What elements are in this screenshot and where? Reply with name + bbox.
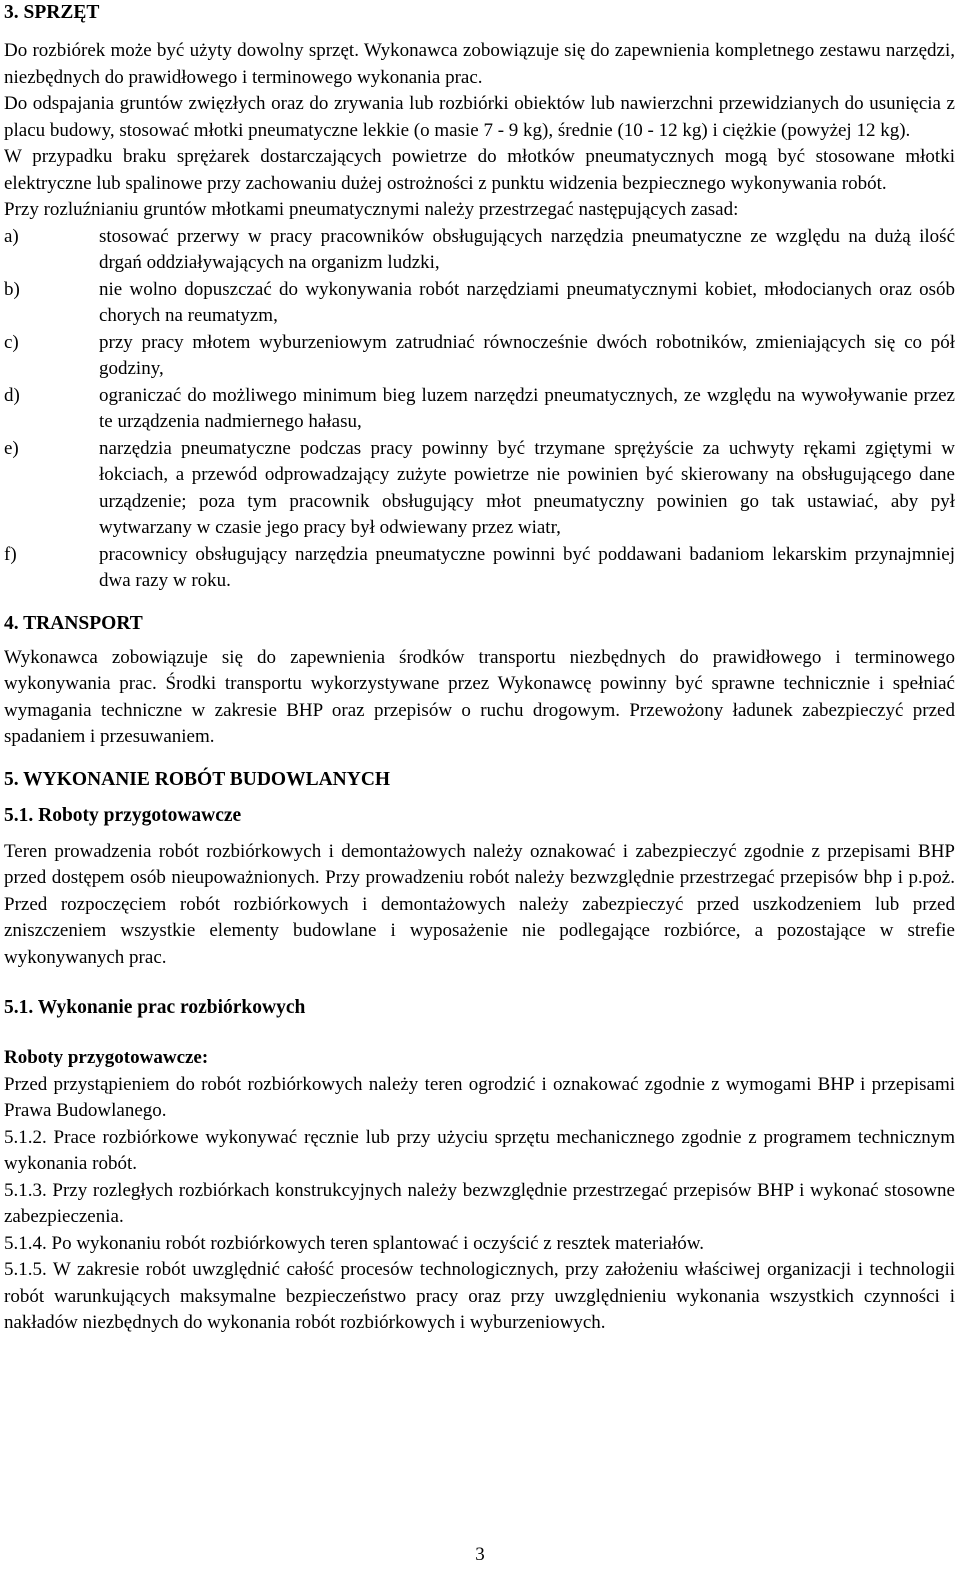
section-3-paragraph-1: Do rozbiórek może być użyty dowolny sprzęt. Wykonawca zobowiązuje się do zapewnienia kompletnego zestawu narzędzi, niezbędnych do prawidłowego i terminowego wykonania prac.	[4, 40, 955, 88]
list-item	[4, 436, 955, 542]
list-item-text: stosować przerwy w pracy pracowników obsługujących narzędzia pneumatyczne ze względu na dużą ilość drgań oddziaływających na organizm ludzki,	[99, 225, 955, 273]
paragraph-5-1-3: 5.1.3. Przy rozległych rozbiórkach konstrukcyjnych należy bezwzględnie przestrzegać przepisów BHP i wykonać stosowne zabezpieczenia.	[4, 1179, 955, 1227]
list-item-text: przy pracy młotem wyburzeniowym zatrudniać równocześnie dwóch robotników, zmieniających się co pół godziny,	[99, 331, 955, 379]
page-number: 3	[475, 1544, 485, 1565]
paragraph-5-1-2: 5.1.2. Prace rozbiórkowe wykonywać ręcznie lub przy użyciu sprzętu mechanicznego zgodnie z programem technicznym wykonania robót.	[4, 1126, 955, 1174]
list-marker: d)	[4, 384, 20, 406]
list-item-text: pracownicy obsługujący narzędzia pneumatyczne powinni być poddawani badaniom lekarskim przynajmniej dwa razy w roku.	[99, 543, 955, 591]
paragraph-5-1-4: 5.1.4. Po wykonaniu robót rozbiórkowych teren splantować i oczyścić z resztek materiałów.	[4, 1232, 704, 1254]
list-item-text: narzędzia pneumatyczne podczas pracy powinny być trzymane sprężyście za uchwyty rękami zgiętymi w łokciach, a przewód odprowadzający zużyte powietrze nie powinien być skierowany na obsługującego dane urządzenie; poza tym pracownik obsługujący młot pneumatyczny powinien go tak ustawiać, aby pył wytwarzany w czasie jego pracy był odwiewany przez wiatr,	[99, 437, 955, 538]
list-item	[4, 330, 955, 383]
document-page	[4, 0, 955, 1337]
section-3-paragraph-3: W przypadku braku sprężarek dostarczających powietrze do młotków pneumatycznych mogą być stosowane młotki elektryczne lub spalinowe przy zachowaniu dużej ostrożności z punktu widzenia bezpiecznego wykonywania robót.	[4, 146, 955, 194]
list-item	[4, 277, 955, 330]
section-5-1-demolition-heading: 5.1. Wykonanie prac rozbiórkowych	[4, 997, 306, 1018]
list-item	[4, 542, 955, 595]
section-3-paragraph-4: Przy rozluźnianiu gruntów młotkami pneumatycznymi należy przestrzegać następujących zasad:	[4, 199, 739, 220]
paragraph-5-1-5: 5.1.5. W zakresie robót uwzględnić całość procesów technologicznych, przy założeniu właściwej organizacji i technologii robót warunkujących maksymalne bezpieczeństwo pracy oraz przy uwzględnieniu wykonania wszystkich czynności i nakładów niezbędnych do wykonania robót rozbiórkowych i wyburzeniowych.	[4, 1259, 955, 1333]
rules-list	[4, 224, 955, 595]
section-5-1-heading: 5.1. Roboty przygotowawcze	[4, 804, 242, 826]
list-item-text: ograniczać do możliwego minimum bieg luzem narzędzi pneumatycznych, ze względu na wywoływanie przez te urządzenia nadmiernego hałasu,	[99, 384, 955, 432]
list-item	[4, 224, 955, 277]
list-marker: f)	[4, 543, 17, 565]
list-marker: c)	[4, 331, 19, 353]
section-5-heading: 5. WYKONANIE ROBÓT BUDOWLANYCH	[4, 768, 391, 790]
preparatory-works-paragraph: Przed przystąpieniem do robót rozbiórkowych należy teren ogrodzić i oznakować zgodnie z wymogami BHP i przepisami Prawa Budowlanego.	[4, 1073, 955, 1121]
preparatory-works-heading: Roboty przygotowawcze:	[4, 1047, 209, 1068]
list-marker: b)	[4, 278, 20, 300]
section-4-heading: 4. TRANSPORT	[4, 612, 143, 634]
section-4-paragraph: Wykonawca zobowiązuje się do zapewnienia środków transportu niezbędnych do prawidłowego i terminowego wykonywania prac. Środki transportu wykorzystywane przez Wykonawcę powinny być sprawne technicznie i spełniać wymagania techniczne w zakresie BHP oraz przepisów o ruchu drogowym. Przewożony ładunek zabezpieczyć przed spadaniem i przesuwaniem.	[4, 646, 955, 747]
section-3-paragraph-2: Do odspajania gruntów zwięzłych oraz do zrywania lub rozbiórki obiektów lub nawierzchni przewidzianych do usunięcia z placu budowy, stosować młotki pneumatyczne lekkie (o masie 7 - 9 kg), średnie (10 - 12 kg) i ciężkie (powyżej 12 kg).	[4, 93, 955, 141]
section-5-1-paragraph: Teren prowadzenia robót rozbiórkowych i demontażowych należy oznakować i zabezpieczyć zgodnie z przepisami BHP przed dostępem osób nieupoważnionych. Przy prowadzeniu robót należy bezwzględnie przestrzegać przepisów bhp i p.poż. Przed rozpoczęciem robót rozbiórkowych i demontażowych należy zabezpieczyć przed uszkodzeniem lub przed zniszczeniem wszystkie elementy budowlane i wyposażenie nie podlegające rozbiórce, a pozostające w strefie wykonywanych prac.	[4, 840, 955, 968]
list-marker: a)	[4, 225, 19, 247]
section-3-heading: 3. SPRZĘT	[4, 2, 100, 23]
list-item-text: nie wolno dopuszczać do wykonywania robót narzędziami pneumatycznymi kobiet, młodocianych oraz osób chorych na reumatyzm,	[99, 278, 955, 326]
list-item	[4, 383, 955, 436]
list-marker: e)	[4, 437, 19, 459]
